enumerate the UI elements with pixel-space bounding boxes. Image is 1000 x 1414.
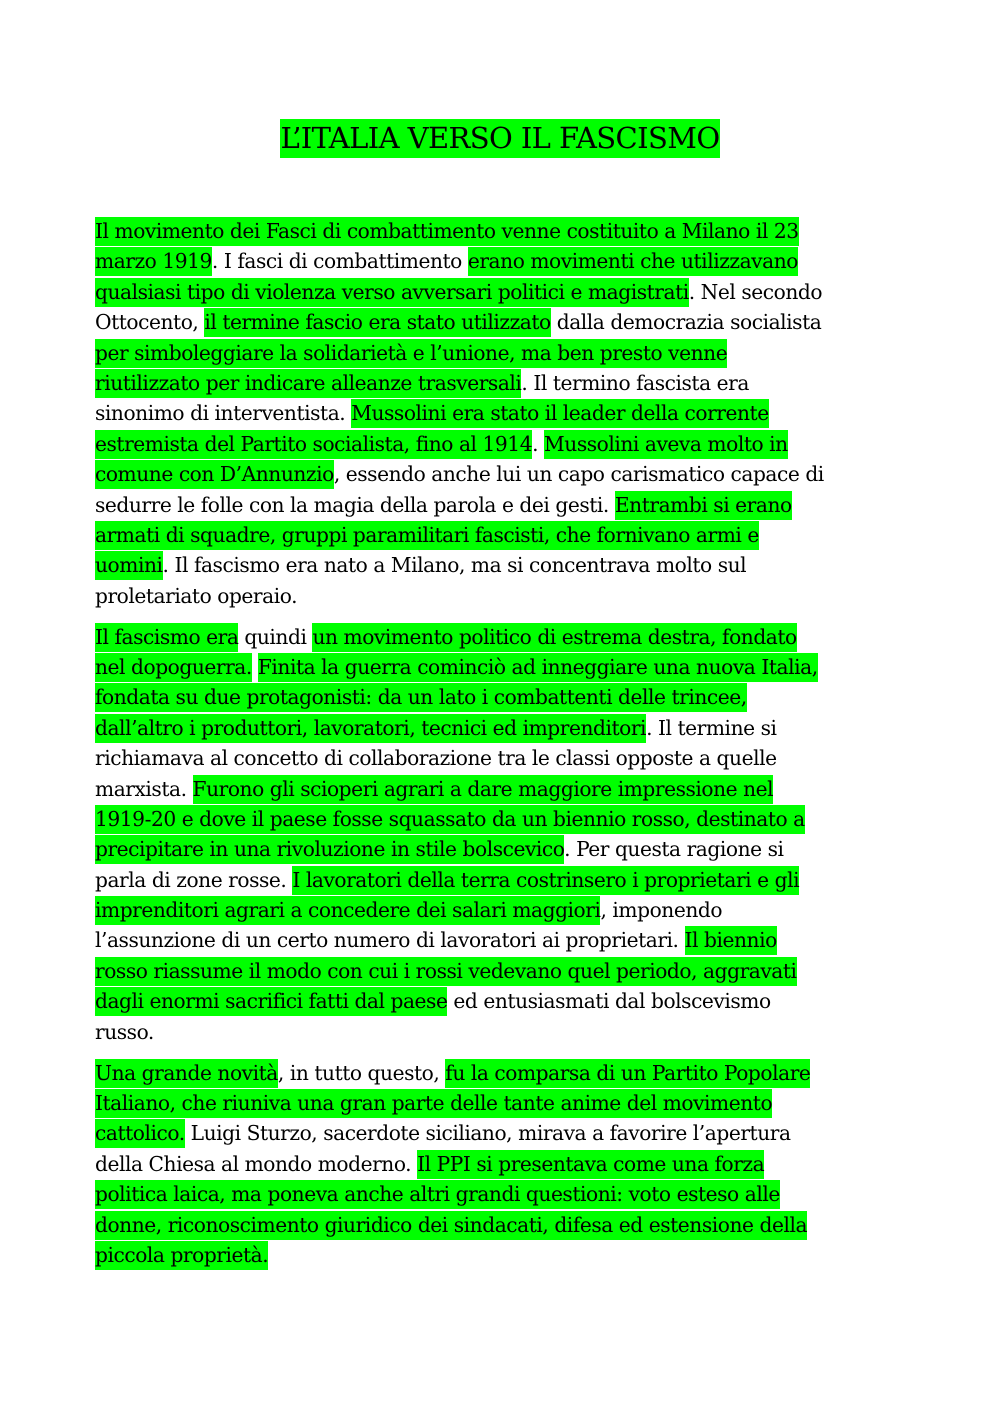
paragraph — [95, 622, 910, 1047]
text-line — [95, 1058, 910, 1088]
highlighted-text: nel dopoguerra. — [95, 653, 252, 682]
highlighted-text: Mussolini aveva molto in — [544, 430, 788, 459]
text-segment: proletariato operaio. — [95, 583, 298, 608]
highlighted-text: comune con D’Annunzio — [95, 460, 334, 489]
text-line — [95, 246, 910, 276]
text-line — [95, 986, 910, 1016]
text-line — [95, 277, 910, 307]
text-segment: quindi — [238, 624, 313, 649]
text-line — [95, 895, 910, 925]
text-line — [95, 834, 910, 864]
text-segment: sinonimo di interventista. — [95, 401, 352, 426]
text-line — [95, 398, 910, 428]
text-line — [95, 713, 910, 743]
text-segment: ed entusiasmati dal bolscevismo — [447, 989, 771, 1014]
text-line — [95, 550, 910, 580]
text-segment: sedurre le folle con la magia della parola e dei gesti. — [95, 492, 615, 517]
text-segment: , imponendo — [600, 898, 723, 923]
text-segment: . Per questa ragione si — [564, 837, 784, 862]
highlighted-text: 1919-20 e dove il paese fosse squassato da un biennio rosso, destinato a — [95, 805, 805, 834]
text-line — [95, 804, 910, 834]
highlighted-text: Il PPI si presentava come una forza — [417, 1150, 764, 1179]
text-segment: . Il fascismo era nato a Milano, ma si concentrava molto sul — [162, 553, 747, 578]
text-line — [95, 459, 910, 489]
highlighted-text: Entrambi si erano — [615, 491, 792, 520]
text-segment: russo. — [95, 1019, 154, 1044]
highlighted-text: riutilizzato per indicare alleanze trasversali — [95, 369, 521, 398]
text-line — [95, 429, 910, 459]
text-segment: . — [532, 431, 545, 456]
highlighted-text: marzo 1919 — [95, 247, 212, 276]
text-segment: . Nel secondo — [688, 279, 823, 304]
text-segment: . I fasci di combattimento — [211, 249, 468, 274]
highlighted-text: rosso riassume il modo con cui i rossi vedevano quel periodo, aggravati — [95, 957, 797, 986]
highlighted-text: I lavoratori della terra costrinsero i proprietari e gli — [292, 866, 799, 895]
text-line — [95, 307, 910, 337]
document-body — [95, 216, 910, 1281]
text-segment: richiamava al concetto di collaborazione tra le classi opposte a quelle — [95, 746, 777, 771]
text-segment: della Chiesa al mondo moderno. — [95, 1151, 418, 1176]
highlighted-text: dagli enormi sacrifici fatti dal paese — [95, 987, 447, 1016]
highlighted-text: Mussolini era stato il leader della corrente — [351, 399, 768, 428]
highlighted-text: Una grande novità — [95, 1059, 278, 1088]
highlighted-text: Il fascismo era — [95, 623, 238, 652]
text-line — [95, 216, 910, 246]
text-line — [95, 622, 910, 652]
text-segment: . Il termine si — [646, 715, 777, 740]
text-segment: parla di zone rosse. — [95, 867, 293, 892]
text-line — [95, 774, 910, 804]
highlighted-text: fondata su due protagonisti: da un lato i combattenti delle trincee, — [95, 683, 747, 712]
text-line — [95, 1210, 910, 1240]
text-segment: , essendo anche lui un capo carismatico capace di — [333, 462, 824, 487]
text-segment: Ottocento, — [95, 310, 205, 335]
text-segment: , in tutto questo, — [277, 1060, 446, 1085]
text-segment: l’assunzione di un certo numero di lavoratori ai proprietari. — [95, 928, 685, 953]
highlighted-text: il termine fascio era stato utilizzato — [204, 308, 550, 337]
highlighted-text: donne, riconoscimento giuridico dei sindacati, difesa ed estensione della — [95, 1211, 807, 1240]
text-line — [95, 520, 910, 550]
paragraph — [95, 1058, 910, 1271]
text-line — [95, 1118, 910, 1148]
text-line — [95, 865, 910, 895]
title-highlight: L’ITALIA VERSO IL FASCISMO — [280, 119, 719, 158]
highlighted-text: precipitare in una rivoluzione in stile bolscevico — [95, 835, 564, 864]
text-line — [95, 1088, 910, 1118]
highlighted-text: dall’altro i produttori, lavoratori, tecnici ed imprenditori — [95, 714, 646, 743]
text-line — [95, 652, 910, 682]
text-line — [95, 338, 910, 368]
highlighted-text: politica laica, ma poneva anche altri grandi questioni: voto esteso alle — [95, 1180, 780, 1209]
text-line — [95, 1017, 910, 1047]
text-line — [95, 956, 910, 986]
highlighted-text: erano movimenti che utilizzavano — [468, 247, 798, 276]
text-line — [95, 368, 910, 398]
highlighted-text: per simboleggiare la solidarietà e l’unione, ma ben presto venne — [95, 339, 727, 368]
text-segment: . Il termino fascista era — [521, 370, 749, 395]
text-segment — [252, 655, 258, 679]
highlighted-text: un movimento politico di estrema destra, fondato — [312, 623, 796, 652]
text-line — [95, 682, 910, 712]
highlighted-text: uomini — [95, 551, 163, 580]
highlighted-text: fu la comparsa di un Partito Popolare — [445, 1059, 810, 1088]
highlighted-text: Italiano, che riuniva una gran parte delle tante anime del movimento — [95, 1089, 772, 1118]
highlighted-text: imprenditori agrari a concedere dei salari maggiori — [95, 896, 600, 925]
highlighted-text: Il biennio — [685, 926, 777, 955]
text-segment: marxista. — [95, 776, 193, 801]
highlighted-text: armati di squadre, gruppi paramilitari fascisti, che fornivano armi e — [95, 521, 759, 550]
highlighted-text: Il movimento dei Fasci di combattimento venne costituito a Milano il 23 — [95, 217, 799, 246]
highlighted-text: piccola proprietà. — [95, 1241, 268, 1270]
text-line — [95, 581, 910, 611]
text-line — [95, 743, 910, 773]
highlighted-text: qualsiasi tipo di violenza verso avversari politici e magistrati — [95, 278, 689, 307]
text-segment: Luigi Sturzo, sacerdote siciliano, mirava a favorire l’apertura — [184, 1121, 791, 1146]
highlighted-text: estremista del Partito socialista, fino al 1914 — [95, 430, 532, 459]
highlighted-text: cattolico. — [95, 1119, 185, 1148]
highlighted-text: Finita la guerra cominciò ad inneggiare una nuova Italia, — [258, 653, 818, 682]
text-line — [95, 925, 910, 955]
page-title — [0, 118, 1000, 158]
text-segment: dalla democrazia socialista — [550, 310, 822, 335]
text-line — [95, 1149, 910, 1179]
text-line — [95, 1179, 910, 1209]
text-line — [95, 1240, 910, 1270]
paragraph — [95, 216, 910, 611]
highlighted-text: Furono gli scioperi agrari a dare maggiore impressione nel — [193, 775, 774, 804]
text-line — [95, 490, 910, 520]
